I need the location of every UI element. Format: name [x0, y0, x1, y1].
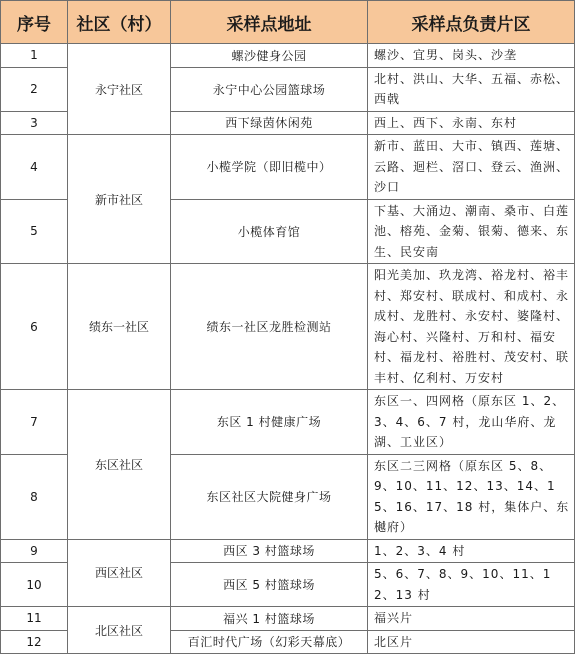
row-address: 西下绿茵休闲苑 [171, 111, 368, 135]
row-address: 永宁中心公园篮球场 [171, 67, 368, 111]
row-area: 螺沙、宜男、岗头、沙垄 [368, 44, 575, 68]
row-community: 绩东一社区 [68, 264, 171, 390]
row-area: 阳光美加、玖龙湾、裕龙村、裕丰村、郑安村、联成村、和成村、永成村、龙胜村、永安村、婆隆村、海心村、兴隆村、万和村、福安村、福龙村、裕胜村、茂安村、联丰村、亿利村、万安村 [368, 264, 575, 390]
row-community: 永宁社区 [68, 44, 171, 135]
table-row [1, 390, 575, 455]
row-no: 8 [1, 454, 68, 539]
header-area: 采样点负责片区 [368, 1, 575, 44]
row-no: 7 [1, 390, 68, 455]
table-row [1, 539, 575, 563]
table-row [1, 135, 575, 200]
row-community: 新市社区 [68, 135, 171, 264]
row-area: 西上、西下、永南、东村 [368, 111, 575, 135]
row-address: 百汇时代广场（幻彩天幕底） [171, 630, 368, 654]
row-area: 北村、洪山、大华、五福、赤松、西戟 [368, 67, 575, 111]
row-area: 5、6、7、8、9、10、11、12、13 村 [368, 563, 575, 607]
row-no: 3 [1, 111, 68, 135]
row-area: 东区二三网格（原东区 5、8、9、10、11、12、13、14、15、16、17、18 村，集体户、东樾府） [368, 454, 575, 539]
row-no: 5 [1, 199, 68, 264]
row-no: 9 [1, 539, 68, 563]
row-no: 12 [1, 630, 68, 654]
row-no: 1 [1, 44, 68, 68]
row-area: 新市、蓝田、大市、镇西、莲塘、云路、迴栏、滘口、登云、渔洲、沙口 [368, 135, 575, 200]
row-address: 福兴 1 村篮球场 [171, 607, 368, 631]
header-community: 社区（村） [68, 1, 171, 44]
row-no: 10 [1, 563, 68, 607]
table-header-row [1, 1, 575, 44]
row-no: 11 [1, 607, 68, 631]
header-no: 序号 [1, 1, 68, 44]
row-area: 福兴片 [368, 607, 575, 631]
row-no: 4 [1, 135, 68, 200]
table-row [1, 607, 575, 631]
row-address: 东区 1 村健康广场 [171, 390, 368, 455]
row-address: 小榄体育馆 [171, 199, 368, 264]
row-address: 小榄学院（即旧榄中） [171, 135, 368, 200]
table-row [1, 264, 575, 390]
row-address: 绩东一社区龙胜检测站 [171, 264, 368, 390]
row-area: 东区一、四网格（原东区 1、2、3、4、6、7 村，龙山华府、龙湖、工业区） [368, 390, 575, 455]
table-row [1, 44, 575, 68]
row-community: 北区社区 [68, 607, 171, 654]
row-address: 东区社区大院健身广场 [171, 454, 368, 539]
row-address: 西区 5 村篮球场 [171, 563, 368, 607]
row-community: 西区社区 [68, 539, 171, 607]
row-community: 东区社区 [68, 390, 171, 540]
row-no: 6 [1, 264, 68, 390]
row-area: 下基、大涌边、潮南、桑市、白莲池、榕苑、金菊、银菊、德来、东生、民安南 [368, 199, 575, 264]
row-address: 螺沙健身公园 [171, 44, 368, 68]
row-area: 北区片 [368, 630, 575, 654]
row-address: 西区 3 村篮球场 [171, 539, 368, 563]
row-area: 1、2、3、4 村 [368, 539, 575, 563]
header-address: 采样点地址 [171, 1, 368, 44]
row-no: 2 [1, 67, 68, 111]
